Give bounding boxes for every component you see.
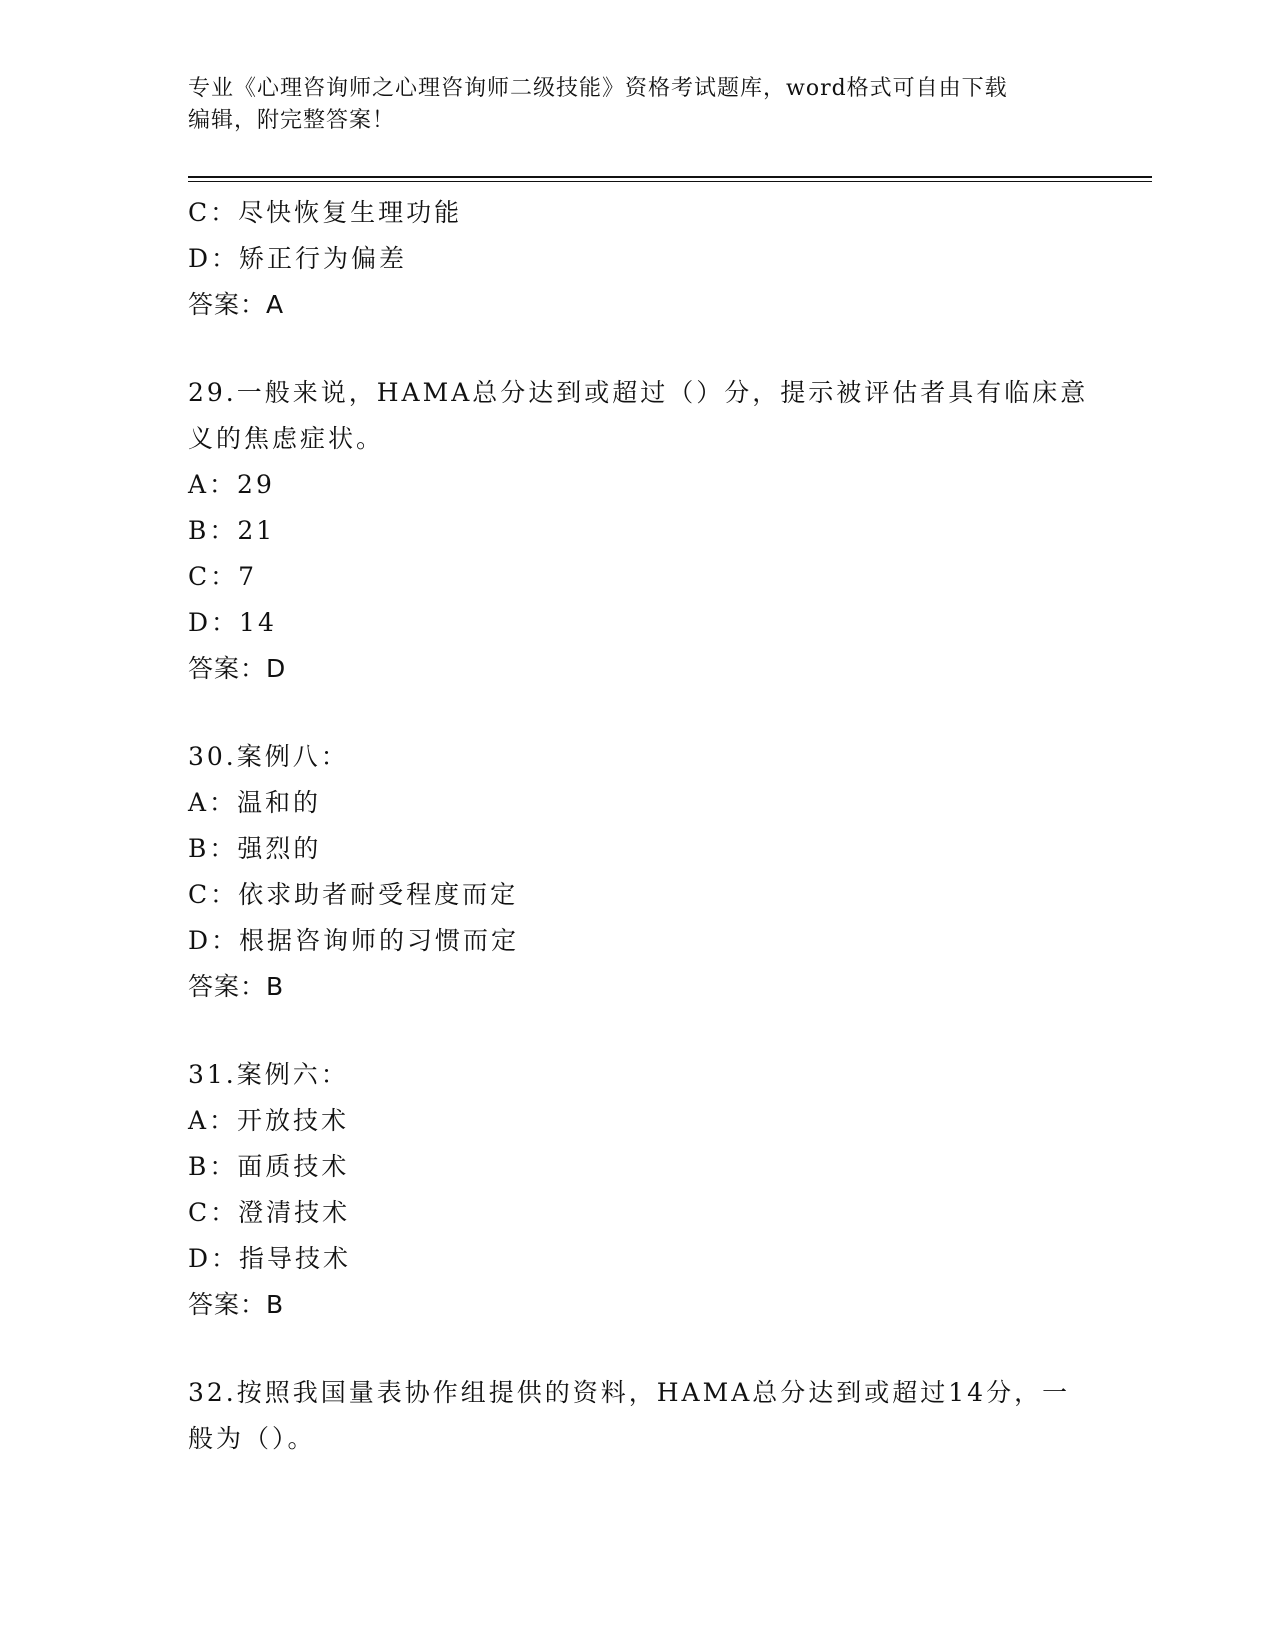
question-31 bbox=[188, 1052, 1088, 1328]
answer-line: 答案：A bbox=[188, 290, 285, 319]
answer-line: 答案：B bbox=[188, 1290, 285, 1319]
option-d: D：指导技术 bbox=[188, 1244, 352, 1273]
question-29 bbox=[188, 370, 1088, 692]
question-32 bbox=[188, 1370, 1088, 1462]
question-stem: 31.案例六： bbox=[188, 1060, 349, 1089]
header-rule-thick bbox=[188, 176, 1152, 178]
question-stem-line-2: 般为（）。 bbox=[188, 1424, 316, 1453]
question-30 bbox=[188, 734, 1088, 1010]
question-list bbox=[188, 190, 1088, 1462]
header-line-1: 专业《心理咨询师之心理咨询师二级技能》资格考试题库，word格式可自由下载 bbox=[188, 76, 1008, 101]
header-rule-thin bbox=[188, 181, 1152, 182]
option-d: D：矫正行为偏差 bbox=[188, 244, 408, 273]
option-b: B：面质技术 bbox=[188, 1152, 350, 1181]
option-c: C：尽快恢复生理功能 bbox=[188, 198, 463, 227]
question-stem: 30.案例八： bbox=[188, 742, 349, 771]
header-line-2: 编辑，附完整答案！ bbox=[188, 108, 396, 133]
answer-line: 答案：D bbox=[188, 654, 287, 683]
question-28-continued bbox=[188, 190, 1088, 328]
option-a: A：29 bbox=[188, 470, 275, 499]
answer-line: 答案：B bbox=[188, 972, 285, 1001]
option-b: B：21 bbox=[188, 516, 276, 545]
option-c: C：7 bbox=[188, 562, 258, 591]
question-stem-line-2: 义的焦虑症状。 bbox=[188, 424, 385, 453]
option-d: D：根据咨询师的习惯而定 bbox=[188, 926, 520, 955]
option-a: A：温和的 bbox=[188, 788, 322, 817]
question-stem-line-1: 29.一般来说，HAMA总分达到或超过（）分，提示被评估者具有临床意 bbox=[188, 378, 1089, 407]
option-c: C：依求助者耐受程度而定 bbox=[188, 880, 519, 909]
option-a: A：开放技术 bbox=[188, 1106, 350, 1135]
option-b: B：强烈的 bbox=[188, 834, 322, 863]
option-d: D：14 bbox=[188, 608, 277, 637]
document-header bbox=[188, 73, 1068, 137]
question-stem-line-1: 32.按照我国量表协作组提供的资料，HAMA总分达到或超过14分，一 bbox=[188, 1378, 1071, 1407]
option-c: C：澄清技术 bbox=[188, 1198, 351, 1227]
